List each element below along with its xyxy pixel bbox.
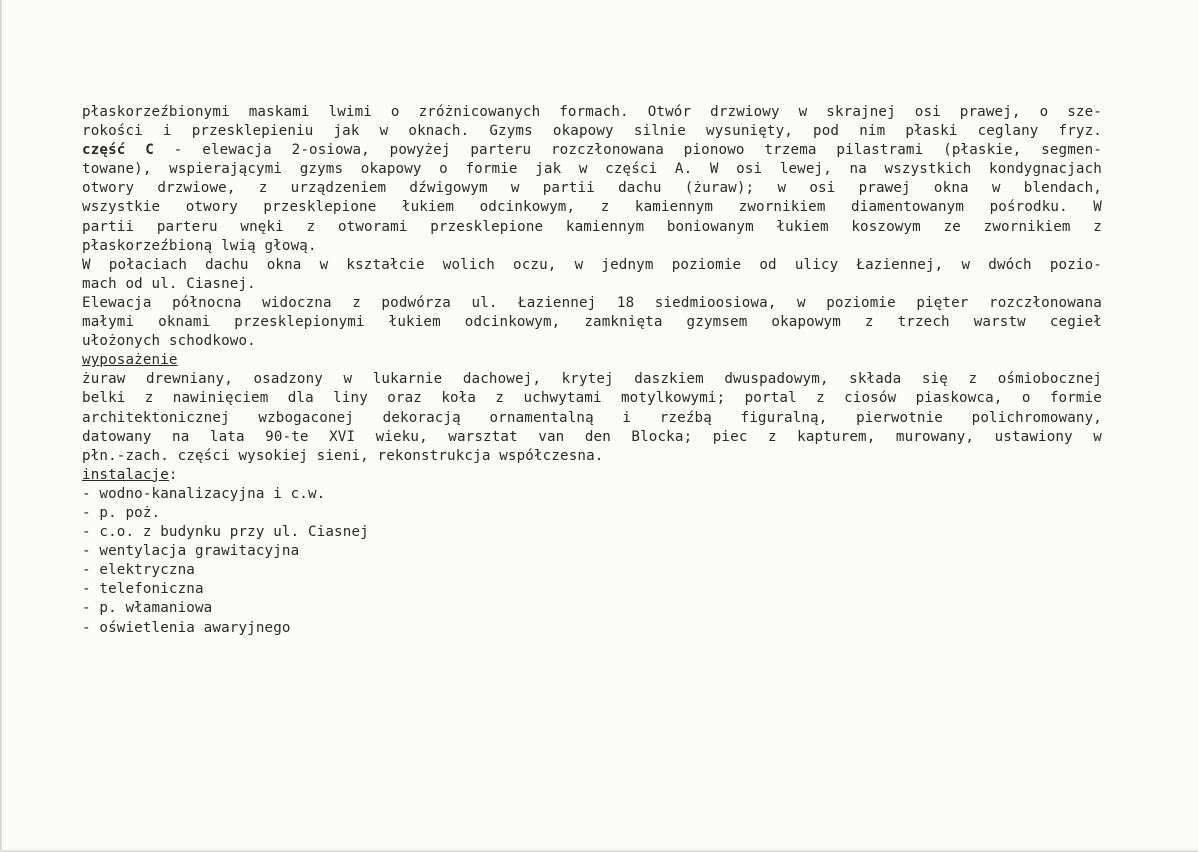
text-line (82, 504, 1102, 523)
document-body (82, 103, 1102, 638)
line-text: belki z nawinięciem dla liny oraz koła z uchwytami motylkowymi; portal z ciosów piaskowca, o formie (82, 390, 1102, 407)
line-text: Elewacja północna widoczna z podwórza ul. Łaziennej 18 siedmioosiowa, w poziomie pięter rozczłonowana (82, 294, 1102, 311)
line-text: W połaciach dachu okna w kształcie wolich oczu, w jednym poziomie od ulicy Łaziennej, w dwóch pozio- (82, 256, 1102, 273)
line-text: płn.-zach. części wysokiej sieni, rekonstrukcja współczesna. (82, 447, 604, 464)
line-text: wszystkie otwory przesklepione łukiem odcinkowym, z kamiennym zwornikiem diamentowanym pośrodku. W (82, 199, 1102, 216)
text-line (82, 409, 1102, 428)
text-line (82, 218, 1102, 237)
line-text: towane), wspierającymi gzyms okapowy o formie jak w części A. W osi lewej, na wszystkich kondygnacjach (82, 161, 1102, 178)
line-text: - telefoniczna (82, 581, 204, 598)
text-line (82, 523, 1102, 542)
line-text: mach od ul. Ciasnej. (82, 275, 256, 292)
line-text: - elewacja 2-osiowa, powyżej parteru rozczłonowana pionowo trzema pilastrami (płaskie, segmen- (153, 142, 1103, 159)
line-text: - c.o. z budynku przy ul. Ciasnej (82, 524, 369, 541)
line-text: ułożonych schodkowo. (82, 333, 256, 350)
section-heading: instalacje (82, 466, 169, 483)
text-line (82, 389, 1102, 408)
line-text: - wentylacja grawitacyjna (82, 543, 300, 560)
line-text: otwory drzwiowe, z urządzeniem dźwigowym w partii dachu (żuraw); w osi prawej okna w blendach, (82, 180, 1102, 197)
text-line (82, 237, 1102, 256)
line-text: rokości i przesklepieniu jak w oknach. Gzyms okapowy silnie wysunięty, pod nim płaski ceglany fryz. (82, 123, 1102, 140)
text-line (82, 332, 1102, 351)
text-line (82, 179, 1102, 198)
text-line (82, 141, 1102, 160)
text-line (82, 122, 1102, 141)
section-label: część C (82, 142, 154, 159)
line-text: małymi oknami przesklepionymi łukiem odcinkowym, zamknięta gzymsem okapowym z trzech warstw cegieł (82, 314, 1102, 331)
line-text: architektonicznej wzbogaconej dekoracją ornamentalną i rzeźbą figuralną, pierwotnie polichromowany, (82, 409, 1102, 426)
text-line (82, 103, 1102, 122)
text-line (82, 447, 1102, 466)
line-text: - p. poż. (82, 504, 161, 521)
text-line (82, 256, 1102, 275)
line-text: - p. włamaniowa (82, 600, 213, 617)
text-line (82, 294, 1102, 313)
line-text: - wodno-kanalizacyjna i c.w. (82, 485, 326, 502)
line-text: : (168, 466, 178, 483)
text-line (82, 542, 1102, 561)
line-text: partii parteru wnęki z otworami przesklepione kamiennym boniowanym łukiem koszowym ze zwornikiem z (82, 218, 1102, 235)
text-line (82, 599, 1102, 618)
text-line (82, 198, 1102, 217)
text-line (82, 351, 1102, 370)
line-text: płaskorzeźbionymi maskami lwimi o zróżnicowanych formach. Otwór drzwiowy w skrajnej osi prawej, o sze- (82, 104, 1102, 120)
line-text: - oświetlenia awaryjnego (82, 619, 291, 636)
text-line (82, 485, 1102, 504)
line-text: żuraw drewniany, osadzony w lukarnie dachowej, krytej daszkiem dwuspadowym, składa się z ośmiobocznej (82, 371, 1102, 388)
line-text: płaskorzeźbioną lwią głową. (82, 237, 317, 254)
text-line (82, 466, 1102, 485)
text-line (82, 275, 1102, 294)
text-line (82, 561, 1102, 580)
text-line (82, 619, 1102, 638)
line-text: datowany na lata 90-te XVI wieku, warsztat van den Blocka; piec z kapturem, murowany, ustawiony w (82, 428, 1102, 445)
line-text: - elektryczna (82, 562, 195, 579)
text-line (82, 580, 1102, 599)
text-line (82, 428, 1102, 447)
text-line (82, 160, 1102, 179)
text-line (82, 370, 1102, 389)
text-line (82, 313, 1102, 332)
section-heading: wyposażenie (82, 352, 178, 369)
